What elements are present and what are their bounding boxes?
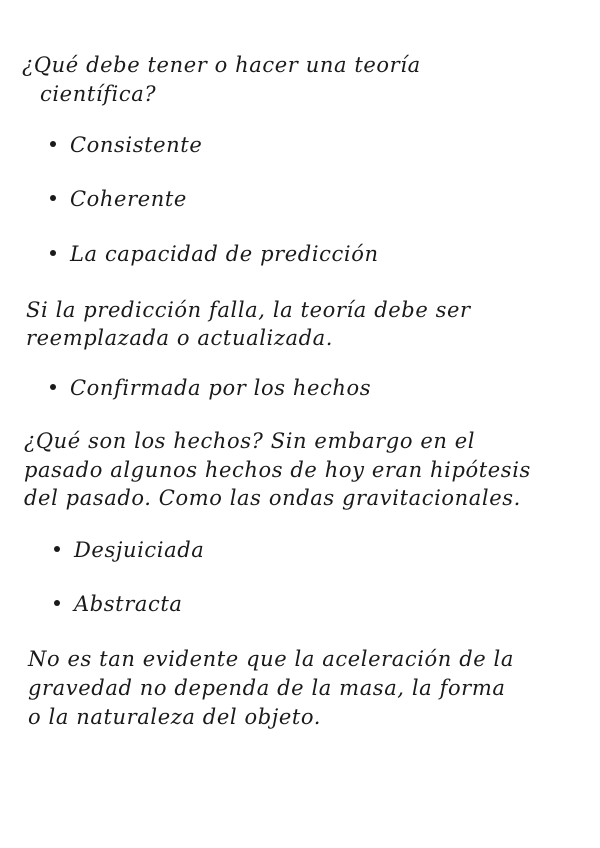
bullet-item: Coherente: [50, 185, 187, 213]
paragraph-line: del pasado. Como las ondas gravitacionales.: [24, 486, 521, 510]
question-line: ¿Qué debe tener o hacer una teoría: [22, 53, 421, 77]
paragraph-line: reemplazada o actualizada.: [26, 326, 334, 350]
bullet-item: La capacidad de predicción: [50, 240, 379, 268]
bullet-item: Abstracta: [54, 590, 183, 618]
bullet-item: Desjuiciada: [54, 536, 204, 564]
paragraph-line: ¿Qué son los hechos? Sin embargo en el: [24, 429, 476, 453]
bullet-item: Consistente: [50, 131, 202, 159]
bullet-dot-icon: [54, 600, 60, 606]
paragraph-line: o la naturaleza del objeto.: [28, 705, 322, 729]
bullet-dot-icon: [50, 141, 56, 147]
paragraph-line: pasado algunos hechos de hoy eran hipótesis: [24, 458, 531, 482]
bullet-dot-icon: [54, 546, 60, 552]
question-line: científica?: [40, 82, 157, 106]
paragraph-line: No es tan evidente que la aceleración de la: [28, 647, 514, 671]
bullet-dot-icon: [50, 195, 56, 201]
bullet-dot-icon: [50, 384, 56, 390]
bullet-dot-icon: [50, 250, 56, 256]
paragraph-line: Si la predicción falla, la teoría debe ser: [26, 298, 471, 322]
paragraph-line: gravedad no dependa de la masa, la forma: [28, 676, 506, 700]
bullet-item: Confirmada por los hechos: [50, 374, 371, 402]
